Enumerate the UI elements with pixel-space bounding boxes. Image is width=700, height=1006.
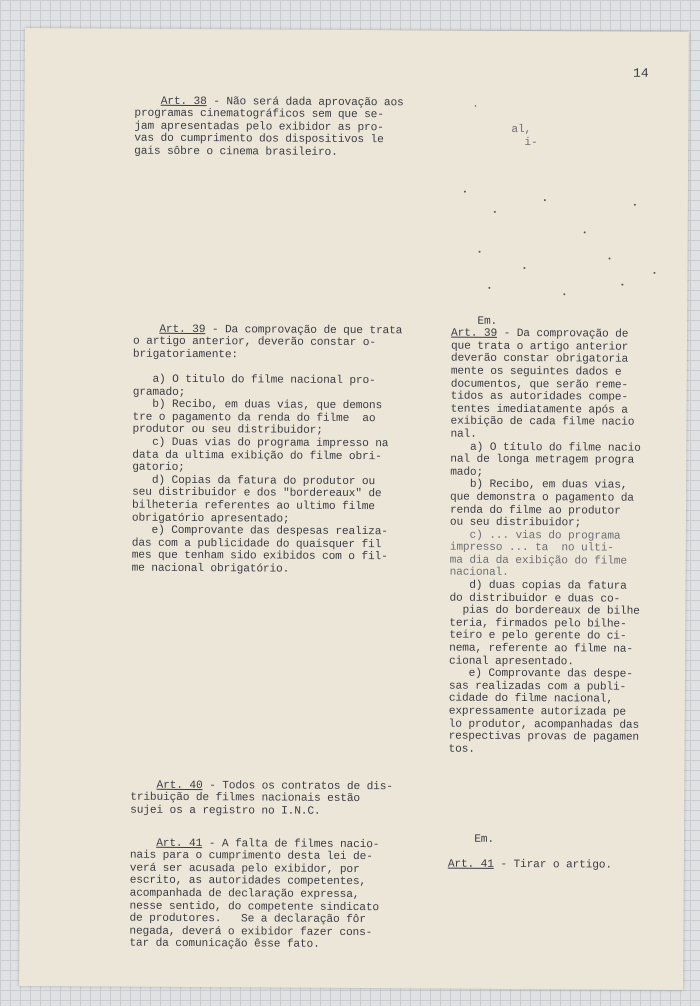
line: tar da comunicação êsse fato.: [129, 937, 320, 952]
faded-text-top-right: . al, i-: [452, 98, 538, 149]
article-39-amendment: [448, 303, 641, 758]
line: c) Duas vias do programa impresso na: [132, 436, 389, 451]
line: mes que tenham sido exibidos com o fil-: [131, 549, 388, 564]
line: do distribuidor e duas co-: [449, 592, 621, 606]
line: e) Comprovante das despesas realiza-: [131, 524, 388, 539]
line: - Da comprovação de que trata: [205, 323, 403, 337]
article-41-title: Art. 41: [156, 837, 203, 850]
line: documentos, que serão reme-: [450, 378, 629, 392]
article-41-amendment-title: Art. 41: [447, 858, 494, 871]
article-39-amendment-title: Art. 39: [451, 327, 498, 341]
line: a) O título do filme nacio: [450, 441, 641, 455]
line: das com a publicidade do quaisquer fil: [131, 537, 382, 551]
line: b) Recibo, em duas vias,: [450, 478, 628, 492]
line: bilheteria referentes ao ultimo filme: [131, 499, 375, 514]
line: tre o pagamento da renda do filme ao: [132, 411, 376, 425]
line: e) Comprovante das despe-: [448, 667, 633, 681]
line: brigatoriamente:: [132, 348, 239, 362]
article-39-original: [132, 311, 403, 577]
line: vas do cumprimento dos dispositivos le: [134, 133, 384, 147]
article-41-original: [129, 825, 379, 952]
page-number: 14: [633, 65, 649, 81]
line: nais para o cumprimento desta lei de-: [129, 849, 373, 864]
line: deverão constar obrigatoria: [450, 352, 629, 367]
line: lo produtor, acompanhadas das: [448, 718, 640, 732]
line: d) Copias da fatura do produtor ou: [132, 474, 376, 488]
faded-specks: [25, 28, 689, 32]
line: exibição de cada filme nacio: [450, 415, 635, 430]
article-40-original: [130, 767, 393, 819]
line: sujei os a registro no I.N.C.: [130, 804, 321, 818]
line: negada, deverá o exibidor fazer cons-: [129, 925, 373, 939]
line: programas cinematográficos sem que se-: [134, 107, 384, 122]
line: respectivas provas de pagamen: [448, 730, 640, 744]
article-41-amendment: [448, 821, 612, 872]
line: - Não será dada aprovação aos: [206, 95, 404, 109]
amendment-label: Em.: [474, 833, 494, 846]
line: gramado;: [132, 386, 186, 399]
article-39-title: Art. 39: [159, 323, 206, 336]
line: que trata o artigo anterior: [450, 340, 629, 354]
line: teria, firmados pelo bilhe-: [449, 617, 627, 631]
line: - Todos os contratos de dis-: [202, 779, 393, 793]
line: pias do bordereaux de bilhe: [449, 604, 640, 618]
line: de produtores. Se a declaração fôr: [129, 912, 366, 927]
line: data da ultima exibição do filme obri-: [132, 449, 382, 463]
line: - A falta de filmes nacio-: [202, 837, 380, 851]
line: teiro e pelo gerente do ci-: [449, 630, 627, 644]
line: acompanhada de declaração expressa,: [129, 887, 360, 902]
line: nesse sentido, do competente sindicato: [129, 900, 380, 914]
line: gais sôbre o cinema brasileiro.: [134, 145, 338, 159]
line: b) Recibo, em duas vias, que demons: [132, 398, 383, 413]
line: d) duas copias da fatura: [449, 579, 627, 593]
article-38-title: Art. 38: [160, 95, 207, 108]
line: nal.: [450, 428, 477, 441]
line: produtor ou seu distribuidor;: [132, 423, 323, 438]
amendment-label: Em.: [477, 315, 498, 328]
line: jam apresentadas pelo exibidor as pro-: [134, 120, 384, 134]
line: seu distribuidor e dos "bordereaux" de: [132, 486, 382, 501]
line: tidos as autoridades compe-: [450, 390, 628, 404]
line: que demonstra o pagamento da: [450, 491, 634, 505]
article-40-title: Art. 40: [156, 779, 203, 792]
line: verá ser acusada pelo exibidor, por: [129, 862, 360, 876]
line: nacional.: [449, 567, 509, 580]
line: o artigo anterior, deverão constar o-: [132, 335, 376, 350]
line: sas realizadas com a publi-: [448, 680, 627, 694]
line: mado;: [450, 466, 484, 479]
line: nal de longa metragem progra: [450, 453, 635, 467]
line: cional apresentado.: [449, 655, 574, 668]
line: - Da comprovação de: [496, 328, 629, 341]
line: mente os seguintes dados e: [450, 365, 622, 379]
line: cidade do filme nacional,: [448, 692, 613, 706]
line: - Tirar o artigo.: [493, 858, 612, 872]
line: tos.: [448, 743, 475, 756]
line: ou seu distribuidor;: [449, 516, 582, 530]
line: impresso ... ta no ulti-: [449, 541, 614, 555]
line: me nacional obrigatório.: [131, 562, 290, 576]
line: obrigatório apresentado;: [131, 512, 290, 526]
document-page: [19, 28, 689, 990]
line: ma dia da exibição do filme: [449, 554, 627, 568]
article-38-original: [134, 83, 404, 160]
line: c) ... vias do programa: [449, 529, 621, 543]
line: tentes imediatamente após a: [450, 403, 628, 417]
line: gatorio;: [132, 461, 185, 475]
line: expressamente autorizada pe: [448, 705, 627, 719]
line: nema, referente ao filme na-: [449, 642, 633, 656]
line: a) O titulo do filme nacional pro-: [132, 373, 376, 388]
line: escrito, as autoridades competentes,: [129, 875, 367, 889]
line: renda do filme ao produtor: [449, 504, 621, 518]
line: tribuição de filmes nacionais estão: [130, 791, 360, 806]
